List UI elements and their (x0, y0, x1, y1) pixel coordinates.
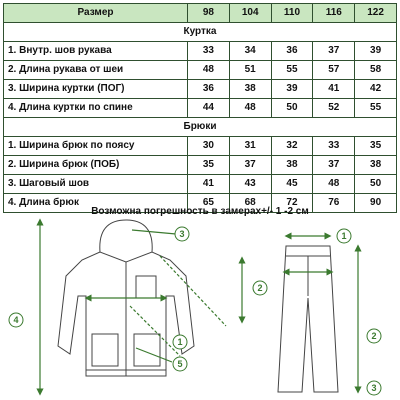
row-value: 35 (355, 137, 397, 156)
row-value: 65 (188, 194, 230, 213)
row-label: 2. Длина рукава от шеи (4, 61, 188, 80)
size-table (3, 3, 397, 213)
pants-marker-2: 2 (371, 331, 377, 341)
table-row (4, 42, 397, 61)
row-label: 2. Ширина брюк (ПОБ) (4, 156, 188, 175)
row-value: 68 (229, 194, 271, 213)
row-value: 76 (313, 194, 355, 213)
row-value: 33 (188, 42, 230, 61)
row-value: 36 (188, 80, 230, 99)
row-value: 37 (313, 42, 355, 61)
section-pants-row (4, 118, 397, 137)
row-value: 55 (355, 99, 397, 118)
pants-marker-3: 3 (371, 383, 377, 393)
section-title-jacket: Куртка (4, 23, 397, 42)
row-value: 36 (271, 42, 313, 61)
jacket-hood (100, 220, 152, 252)
row-value: 50 (355, 175, 397, 194)
pants-markers (337, 229, 381, 395)
jacket-left-pocket (92, 334, 118, 366)
row-value: 38 (229, 80, 271, 99)
row-value: 34 (229, 42, 271, 61)
jacket-hood-line (132, 230, 176, 234)
jacket-marker-5: 5 (177, 359, 183, 369)
row-value: 35 (188, 156, 230, 175)
jacket-marker-3: 3 (179, 229, 185, 239)
row-value: 55 (271, 61, 313, 80)
row-value: 51 (229, 61, 271, 80)
row-value: 37 (313, 156, 355, 175)
size-header-label: Размер (4, 4, 188, 23)
table-row (4, 80, 397, 99)
row-value: 42 (355, 80, 397, 99)
jacket-marker-2: 2 (257, 283, 263, 293)
jacket-sleeve-line (160, 256, 226, 326)
row-value: 72 (271, 194, 313, 213)
row-value: 30 (188, 137, 230, 156)
jacket-marker-4: 4 (13, 315, 19, 325)
row-value: 45 (271, 175, 313, 194)
jacket-chest-pocket (136, 276, 156, 298)
size-116-header: 116 (313, 4, 355, 23)
jacket-right-pocket (134, 334, 160, 366)
row-value: 32 (271, 137, 313, 156)
row-value: 39 (271, 80, 313, 99)
measurement-tolerance-note: Возможна погрешность в замерах+/- 1 -2 см (91, 206, 309, 217)
section-title-pants: Брюки (4, 118, 397, 137)
table-row (4, 156, 397, 175)
row-label: 1. Ширина брюк по поясу (4, 137, 188, 156)
table-row (4, 61, 397, 80)
size-122-header: 122 (355, 4, 397, 23)
row-label: 3. Ширина куртки (ПОГ) (4, 80, 188, 99)
size-98-header: 98 (188, 4, 230, 23)
row-value: 41 (188, 175, 230, 194)
table-row (4, 99, 397, 118)
row-value: 44 (188, 99, 230, 118)
table-header-row (4, 4, 397, 23)
jacket-hem-pointer-line (136, 348, 172, 362)
row-value: 43 (229, 175, 271, 194)
size-110-header: 110 (271, 4, 313, 23)
row-value: 37 (229, 156, 271, 175)
jacket-marker-1: 1 (177, 337, 183, 347)
row-label: 3. Шаговый шов (4, 175, 188, 194)
row-value: 38 (355, 156, 397, 175)
row-label: 4. Длина брюк (4, 194, 188, 213)
section-jacket-row (4, 23, 397, 42)
row-value: 39 (355, 42, 397, 61)
garment-measurement-diagram (0, 216, 400, 400)
row-value: 41 (313, 80, 355, 99)
pants-illustration (278, 246, 338, 392)
row-value: 52 (313, 99, 355, 118)
row-value: 48 (313, 175, 355, 194)
row-value: 33 (313, 137, 355, 156)
table-row (4, 137, 397, 156)
row-value: 90 (355, 194, 397, 213)
row-value: 50 (271, 99, 313, 118)
row-value: 58 (355, 61, 397, 80)
row-label: 1. Внутр. шов рукава (4, 42, 188, 61)
row-value: 48 (188, 61, 230, 80)
row-value: 31 (229, 137, 271, 156)
table-row (4, 175, 397, 194)
row-value: 57 (313, 61, 355, 80)
size-104-header: 104 (229, 4, 271, 23)
pants-measurement-lines (286, 236, 358, 390)
row-label: 4. Длина куртки по спине (4, 99, 188, 118)
pants-marker-1: 1 (341, 231, 347, 241)
row-value: 38 (271, 156, 313, 175)
row-value: 48 (229, 99, 271, 118)
